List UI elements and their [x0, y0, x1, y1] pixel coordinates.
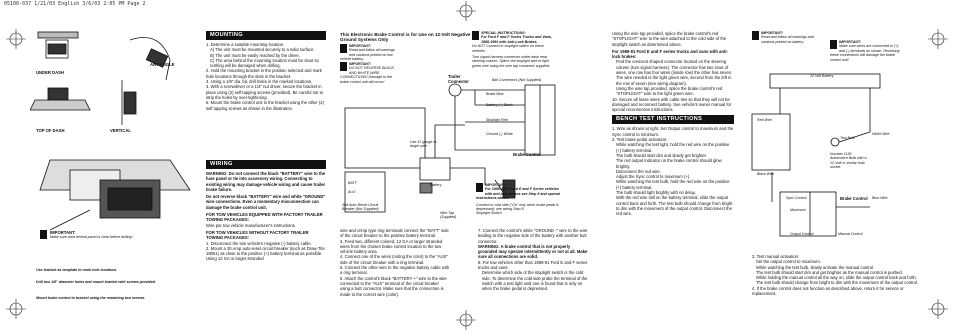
bench-step2: 2. Test brake pedal activation:: [612, 137, 668, 143]
warning-icon: [340, 62, 347, 71]
label-top-of-dash: TOP OF DASH: [36, 128, 65, 133]
important-box-battery: [752, 31, 822, 44]
right-ford-heading: For 1989-91 Ford E and F series trucks and vans with anti-lock brakes:: [612, 48, 728, 60]
mounting-step1c: C) The area behind the mounting location must be clear so nothing will be damaged when drilling.: [210, 57, 319, 69]
special-text: For Ford F and F Series Trucks and Vans, 1988-1991 with Anti-Lock Brakes: [481, 35, 552, 44]
special-text2: Do NOT Connect to stoplight switch on these vehicles: [472, 44, 544, 53]
special-note: Turn signal harness connector under dash near steering column. Splice red stoplight wire to light green wire using the wire tap connector supplied.: [472, 55, 551, 68]
label-brake-control-fr: Brake Control: [840, 196, 868, 201]
important-note-left: [40, 230, 160, 240]
label-black-wire: Black Wire: [757, 172, 775, 176]
label-brake-control: Brake Control: [513, 152, 541, 157]
important2-title: IMPORTANT:: [349, 62, 371, 66]
wiring-factory-text: Wire per tow vehicle manufacturer's instructions.: [206, 222, 296, 228]
label-stoplight-switch: Stoplight Switch: [476, 211, 502, 215]
label-batt: BATT: [348, 181, 357, 185]
diagram-title: This Electronic Brake Control is for Use on 12-Volt Negative Ground Systems Only: [340, 32, 471, 43]
label-maximum: Maximum: [790, 208, 806, 212]
important3-note: Connect to cold side ("On" only when brake pedal is depressed); see wiring Step 8.: [476, 202, 559, 212]
label-use-gauge: Use 12 gauge or larger wire: [410, 140, 437, 149]
step5: 5. Connect the other wire to the negative battery cable with a ring terminal.: [340, 265, 450, 276]
label-under-dash: UNDER DASH: [36, 70, 64, 75]
special-title: SPECIAL INSTRUCTIONS:: [481, 31, 526, 35]
center-col-2: [478, 228, 588, 292]
page-header: 05100-037 1/21/03 English 3/6/03 2:05 PM Page 2: [4, 1, 146, 7]
label-ball-connectors: Ball Connectors (Not Supplied): [492, 78, 542, 82]
label-test-bulb: Test Bulb: [840, 136, 855, 140]
bench-b3: While watching the test light, hold the red wire on the positive (+) battery terminal.: [616, 142, 730, 153]
right-column: [612, 31, 734, 217]
wiring-nofactory-heading: FOR TOW VEHICLES WITHOUT FACTORY TRAILER TOWING PACKAGES:: [206, 229, 309, 241]
important-box-1: [340, 44, 400, 62]
warning-icon: [40, 230, 47, 239]
label-blue-wire: Blue Wire: [872, 196, 888, 200]
label-brake-blue: Brake Blue: [486, 92, 504, 96]
bench-test-diagram: [750, 72, 900, 242]
bench-b6: Disconnect the red wire.: [616, 168, 661, 174]
wiring-warning1: WARNING: Do not connect the black "BATTERY" wire to the fuse panel or tie into accessory wiring. Connecting to existing wiring may damage vehicle wiring and cause trailer brake failure.: [206, 171, 326, 192]
wiring-step2: 2. Mount a 30 Amp auto-reset circuit breaker (such as Draw-Tite 18051) as close to the positive (+) battery terminal as possible. Using 12 GA or larger stranded: [206, 245, 325, 262]
label-stoplight-red: Stoplight Red: [486, 118, 508, 122]
label-aux: AUX: [348, 190, 356, 194]
important-box-3: [476, 183, 560, 211]
fr-imp1-text: Read and follow all warnings and cautions printed on battery.: [761, 35, 814, 44]
label-bulb-note: Number 1156 Automotive Bulb with a 12-Volt or similar bulb socket: [830, 152, 867, 170]
bench-b7: Adjust the Sync control to maximum (+).: [616, 174, 691, 180]
label-sync-control: Sync Control: [786, 196, 807, 200]
important-text: Make sure area behind panel is clear before drilling!: [50, 235, 133, 240]
caption-mount: Mount brake control to bracket using the remaining two screws.: [36, 296, 146, 300]
label-wire-tap: Wire Tap (Supplied): [440, 211, 457, 220]
caption-drill: Drill two 1/8" diameter holes and mount bracket with screws provided.: [36, 280, 156, 284]
wiring-step1: 1. Disconnect the tow vehicle's negative (-) battery cable.: [206, 240, 312, 246]
mounting-step1b: B) The unit must be easily reached by the driver.: [210, 52, 300, 58]
label-output-control: Output Control: [790, 232, 814, 236]
mounting-step4: 4. With a screwdriver or a 1/4" nut driver, secure the bracket in place using (2) self tapping screws (provided). Be careful not to strip the holes by over-tightening.: [206, 84, 324, 100]
special-instructions-box: [472, 31, 556, 68]
mounting-step3: 3. Using a 1/8" dia. bit, drill holes in the marked locations.: [206, 79, 313, 85]
warning-icon: [476, 183, 483, 192]
label-breaker: 30A Auto-Reset Circuit Breaker (Not Supplied): [342, 203, 379, 212]
manual-r3: While watching the test bulb, slowly activate the manual control.: [756, 264, 875, 270]
warning-icon: [752, 31, 759, 40]
step8-detail: Determine which side of the stoplight switch is the cold side. To determine the cold side probe the terminal of the switch with a test light until one is found that is only on when the brake pedal is depressed.: [482, 270, 588, 292]
mounting-step1a: A) The unit must be mounted securely to a solid surface.: [210, 47, 315, 53]
important3-title: IMPORTANT:: [485, 183, 507, 187]
bench-b5: The red output indicator on the brake control should glow brightly.: [616, 158, 722, 169]
center-col-1: [340, 228, 450, 297]
important2-text: DO NOT REVERSE BLACK AND WHITE WIRE CONNECTIONS! Damage to the brake control unit will occur!: [340, 66, 394, 84]
label-battery: Battery: [430, 183, 442, 187]
warning-icon: [472, 31, 479, 40]
important-box-polarity: [830, 40, 900, 62]
manual-r2: Set the output control to maximum.: [756, 259, 821, 265]
warning-icon: [340, 44, 347, 53]
mounting-section: [206, 31, 326, 111]
right-p5: 10. Secure all loose wires with cable ties so that they will not be damaged and reconnect battery. See vehicle's owner manual for special reconnection instructions.: [612, 96, 732, 113]
manual-step3: 3. Test manual activation:: [752, 254, 800, 259]
fr-imp2-title: IMPORTANT:: [839, 40, 861, 44]
label-battery-black: Battery (+) Black: [486, 103, 513, 107]
important1-title: IMPORTANT:: [349, 44, 371, 48]
bench-b8: While watching the test bulb, hold the red wire on the positive (+) battery terminal.: [616, 179, 730, 190]
manual-r4: The test bulb should start dim and get brighter as the manual control is pushed.: [756, 269, 903, 275]
right-p3: Find the crescent shaped connector located on the steering column (turn signal harness). The connector has two rows of wires, one row has four wires (inside row) the other has seven. The wire needed is the light green wire, second from the left in the row of seven (see wiring diagram).: [616, 59, 733, 86]
mounting-step2: 2. Hold the mounting bracket in the position selected and mark hole locations through the slots in the bracket.: [206, 68, 322, 79]
mounting-heading: MOUNTING: [206, 31, 326, 40]
wiring-section: [206, 160, 326, 262]
ground-warning: WARNING: A brake control that is not properly grounded may operate intermittently or not at all. Make sure all connections are solid.: [478, 243, 588, 260]
wiring-warning2: Do not reverse black "BATTERY" wire and white "GROUND" wire connections. Even a momentary misconnection can damage the brake control unit.: [206, 194, 326, 210]
bench-b10: With the red wire still on the battery terminal, slide the output control back and forth. The test bulb should change from bright to dim with the movement of the output control. Disconnect the red wire.: [616, 195, 733, 217]
important-title: IMPORTANT:: [50, 230, 76, 235]
label-white-wire: White Wire: [872, 132, 890, 136]
important1-text: Read and follow all warnings and cautions printed on low vehicle battery.: [340, 48, 395, 62]
manual-r6: The test bulb should change from bright to dim with the movement of the output control.: [756, 280, 919, 286]
warning-icon: [830, 40, 837, 49]
caption-template: Use bracket as template to mark hole locations.: [36, 268, 118, 272]
manual-test-section: [752, 254, 920, 296]
label-vertical: VERTICAL: [110, 128, 131, 133]
label-12v-battery: 12 Volt Battery: [810, 74, 834, 78]
step6: 6. Attach the control's black "BATTERY +" wire to the wire connected to the "AUX" terminal of the circuit breaker using a butt connector. Make sure that the connection is made to the correct wire (color).: [340, 275, 447, 297]
important3-text: For 1988-1991 Ford E and F Series vehicles with anti-lock brakes see Step 8 and special instructions above.: [476, 187, 560, 201]
fr-imp1-title: IMPORTANT:: [761, 31, 783, 35]
wiring-heading: WIRING: [206, 160, 326, 169]
label-manual-control: Manual Control: [838, 232, 863, 236]
step2-cont: wire and crimp type ring terminals connect the "BATT" side of the circuit breaker to the positive battery terminal.: [340, 228, 449, 239]
bench-heading: BENCH TEST INSTRUCTIONS: [612, 115, 734, 124]
label-red-wire: Red Wire: [757, 118, 772, 122]
wiring-factory-heading: FOR TOW VEHICLES EQUIPPED WITH FACTORY TRAILER TOWING PACKAGES:: [206, 212, 323, 223]
step3: 3. Feed two, different colored, 12 GA or larger stranded wires from the chosen brake control location to the tow vehicle battery area.: [340, 238, 443, 255]
mounting-step1: 1. Determine a suitable mounting location.: [206, 42, 285, 47]
label-ground-white: Ground (-) White: [486, 132, 513, 136]
mounting-step5: 5. Mount the brake control unit in the bracket using the other (2) self tapping screws as shown in the illustration.: [206, 100, 325, 111]
step7: 7. Connect the control's white "GROUND -" wire to the wire leading to the negative side of the battery with another butt connector.: [478, 228, 588, 244]
step4: 4. Connect one of the wires (noting the color) to the "AUX" side of the circuit breaker with a ring terminal.: [340, 254, 448, 265]
bench-b9: The bulb should light brightly with no delay.: [616, 190, 696, 196]
step8: 8. For tow vehicles other than 1988-91 Ford E and F series trucks and vans:: [478, 259, 588, 271]
label-trailer-connector: Trailer Connector: [448, 74, 469, 85]
right-p4: Using the wire tap provided, splice the brake control's red "STOPLIGHT" wire to the light green wire.: [616, 85, 723, 97]
bench-step1: 1. Wire as shown at right. Set Output control to maximum and the Sync control to minimum.: [612, 126, 734, 137]
manual-r5: While holding the manual control all the way on, slide the output control back and forth.: [756, 275, 917, 281]
right-p1: Using the wire tap provided, splice the brake control's red "STOPLIGHT" wire to the wire attached to the cold side of the stoplight switch as determined above.: [612, 31, 727, 47]
bench-b4: The bulb should start dim and slowly get brighter.: [616, 152, 708, 158]
fr-imp2-text: Make sure wires are connected to (+) and (-) terminals as shown. Reversing these connections will damage the brake control unit!: [830, 44, 900, 62]
manual-step4: 4. If the brake control does not function as described above, return it for service or replacement.: [752, 285, 904, 297]
label-any-angle: ANY ANGLE: [150, 62, 175, 67]
